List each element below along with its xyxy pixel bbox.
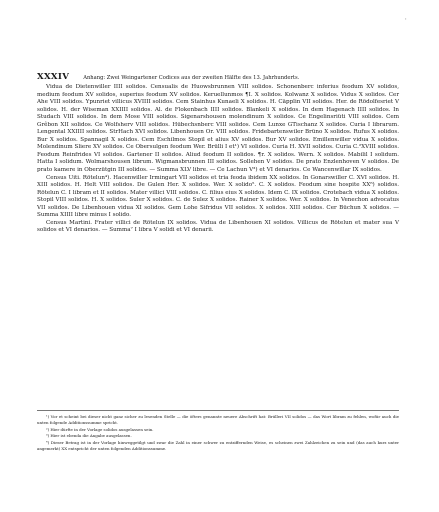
margin-mark: ' [405,18,407,25]
footnotes [37,414,399,452]
page-number: XXXIV [37,72,70,82]
paragraph: Census Martini. Frater villici de Rötelun IX solidos. Vidua de Libenhouen XI solidos. Villicus de Rötelun et mater sua V solidos et VI denarios. — Summa⁷ I libra V solidi et VI denarii. [37,219,399,234]
page-header [37,72,399,82]
footnote: ²) Hier dürfte in der Vorlage solidos ausgelassen sein. [46,426,154,432]
footnote-divider [37,410,399,411]
running-head: Anhang: Zwei Weingartener Codices aus der zweiten Hälfte des 13. Jahrhunderts. [83,75,300,81]
footnote: ⁴) Dieser Betrag ist in der Vorlage hinweggetilgt und zwar die Zahl in einer schwer zu entziffernden Weise, es scheinen zwei Zahlzeichen zu sein und (das auch kurz unter angemerkt) XX entspricht der unten folgenden Additionssumme. [37,439,399,452]
paragraph: Census Uiti. Rötelun⁴). Hacenwiller Irmingart VII solidos et tria feoda ibidem XX solidos. In Gonarswiller C. XVI solidos. H. XIII solidos. H. Helt VIII solidos. De Gulen Her. X solidos. Wer. X solido⁵. C. X solidos. Feodum sine hospite XX⁶) solidos. Rötelun C. I libram et II solidos. Mater villici VIII solidos. C. filius eius X solidos. Idem C. IX solidos. Crotebach vidua X solidos. Stopil VIII solidos. H. X solidos. Suler X solidos. C. de Sulez X solidos. Rainer X solidos. Wer. X solidos. In Venechon advocatus VII solidos. De Libenhouen vidua XI solidos. Gem Lohe Sifridus VII solidos. X solidos. XIII solidos. Cer Büchun X solidos. — Summa XIIII libre minus I solido. [37,174,399,219]
paragraph: Vidua de Dietenwiller IIII solidos. Censualis de Huowsbrunnen VIII solidos. Schonenberc inferius feodum XV solidos, medium feodum XV solidos, superius feodum XV solidos. Keruellunmos ¶I. X solidos. Kolwanz X solidos. Vidus X solidos. Cer Ahe VIII solidos. Ypunriet villicus XVIIII solidos. Cem Stainhus Kunaeli X solidos. H. Cäpplin VII solidos. Her. de Rödolfesriet V solidos. H. der Wiseman XXIIII solidos. Al. de Flokenbach IIII solidos. Blankeli X solidos. In dem Hagenach IIII solidos. In Studach VIII solidos. In dem Mose VIII solidos. Sigenarshousen molendinum X solidos. Ce Engelinsriüti VIII solidos. Cem Grêbon XII solidos. Ce Wolfsherv VIII solidos. Hübechsnberc VIII solidos. Cem Lunxe GTischanz X solidos. Curia I librarum. Lengental XXIIII solidos. StrHach XVI solidos. Libenhouen Or. VIII solidos. Fridebartenswiler Brüno X solidos. Rufus X solidos. Bur X solidos. Spannagil X solidos. Cem Eschilmos Stopil et alius XV solidos. Bur XV solidos. Emillenwiller vidua X solidos. Molendinum Sliere XV solidos. Ce Obersulgen feodum Wer. Brülli I et¹) VI solidos. Curia H. XVII solidos. Curia C.²XVIII solidos. Feodum Reinfrides VI solidos. Gartener II solidos. Aliud feodum II solidos. ¶r. X solidos. Wern. X solidos. Mabilil I solidum. Hatta I solidum. Wolmarshousen librum. Wigmansbrunnen III solidos. Sollehen V solidos. De prato Enzlenhoven V solidos. De prato kamere in Oberzütgin III solidos. — Summa XLV libre. — Ce Lachun V³) et VI denarios. Ce Wancenwillar IX solidos. [37,84,399,174]
body-text [37,84,399,235]
footnote: ³) Hier ist ebenda die Angabe ausgelassen. [46,433,132,439]
footnote: ¹) Vor et scheint bei dieser nicht ganz sicher zu lesenden Stelle — die öfters genannte neuere Abschrift hat: Brülleri VII solidos — das Wort libram zu fehlen, wofür auch die unten folgende Additionssumme spricht. [37,414,399,426]
